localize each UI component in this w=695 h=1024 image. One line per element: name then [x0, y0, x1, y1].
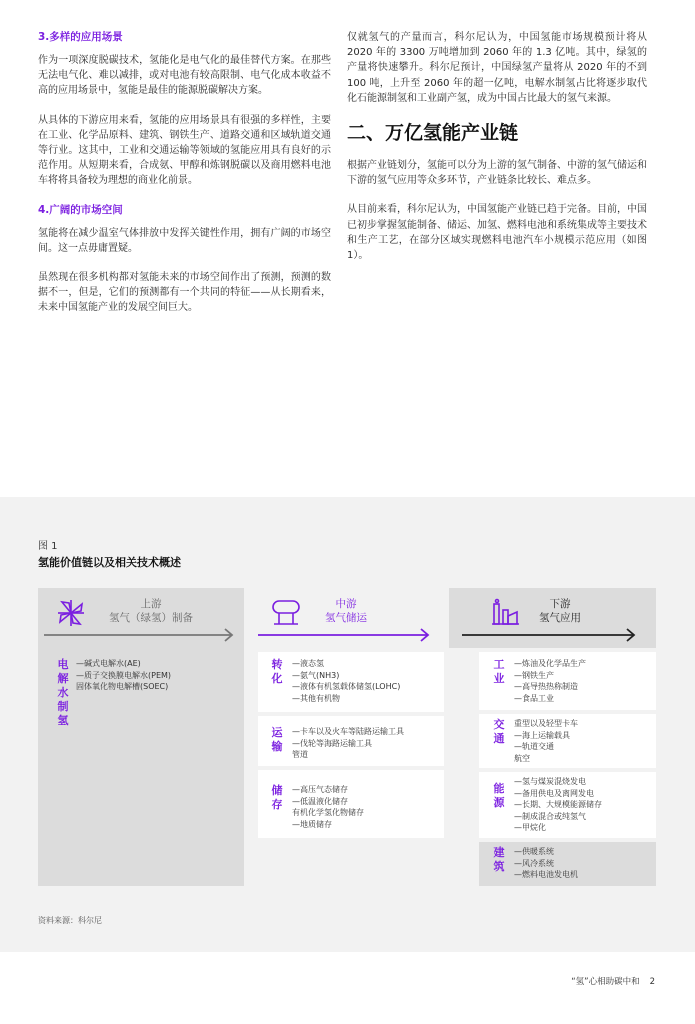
section-heading-applications: 3.多样的应用场景	[38, 31, 123, 43]
list-item: 固体氧化物电解槽(SOEC)	[76, 682, 169, 691]
chapter-heading: 二、万亿氢能产业链	[347, 122, 519, 145]
midstream-items	[292, 784, 364, 830]
list-item: —碱式电解水(AE)	[76, 659, 141, 668]
list-item: —氨气(NH3)	[292, 670, 340, 680]
figure-title: 氢能价值链以及相关技术概述	[38, 556, 181, 569]
list-item: —低温液化储存	[292, 796, 348, 806]
figure-label: 图 1	[38, 541, 58, 552]
midstream-category: 运输	[271, 726, 283, 753]
list-item: —炼油及化学品生产	[514, 659, 586, 668]
footer-title: “氢”心相助碳中和	[571, 977, 640, 987]
midstream-subtitle: 氢气储运	[325, 612, 367, 624]
paragraph: 从目前来看，科尔尼认为，中国氢能产业链已趋于完备。目前，中国已初步掌握氢能制备、储运、加氢、燃料电池和系统集成等主要技术和生产工艺，在部分区域实现燃料电池汽车小规模示范应用（如图 1）。	[347, 204, 647, 262]
paragraph: 虽然现在很多机构都对氢能未来的市场空间作出了预测，预测的数据不一，但是，它们的预测都有一个共同的特征——从长期看来，未来中国氢能产业的发展空间巨大。	[38, 272, 331, 314]
page-number: 2	[649, 977, 655, 987]
downstream-title: 下游	[549, 598, 571, 610]
upstream-arrow	[44, 628, 240, 642]
list-item: —液体有机氢载体储氢(LOHC)	[292, 682, 401, 691]
list-item: —高导热热称制造	[514, 682, 578, 691]
wind-turbine-icon	[56, 598, 86, 628]
midstream-items	[292, 726, 404, 761]
upstream-title: 上游	[140, 598, 162, 610]
page-footer	[571, 975, 655, 987]
downstream-arrow	[462, 628, 642, 642]
list-item: 重型以及轻型卡车	[514, 719, 578, 728]
list-item: —甲烷化	[514, 823, 546, 832]
midstream-category: 转化	[271, 658, 283, 685]
list-item: —其他有机物	[292, 693, 340, 703]
list-item: 航空	[514, 753, 530, 763]
list-item: —海上运输载具	[514, 730, 570, 740]
midstream-items	[292, 658, 400, 704]
figure-source: 资料来源：科尔尼	[38, 916, 102, 925]
factory-icon	[490, 598, 520, 628]
list-item: —质子交换膜电解水(PEM)	[76, 670, 172, 680]
paragraph: 氢能将在减少温室气体排放中发挥关键性作用，拥有广阔的市场空间。这一点毋庸置疑。	[38, 227, 331, 254]
list-item: —高压气态储存	[292, 785, 348, 794]
left-column	[38, 30, 331, 330]
midstream-arrow	[258, 628, 436, 642]
paragraph: 根据产业链划分，氢能可以分为上游的氢气制备、中游的氢气储运和下游的氢气应用等众多环节，产业链条比较长、难点多。	[347, 160, 647, 187]
list-item: —地质储存	[292, 819, 332, 829]
list-item: 有机化学氢化物储存	[292, 808, 364, 817]
list-item: —液态氢	[292, 659, 324, 668]
paragraph: 仅就氢气的产量而言，科尔尼认为，中国氢能市场规模预计将从 2020 年的 3300 万吨增加到 2060 年的 1.3 亿吨。其中，绿氢的产量将快速攀升。科尔尼预计，中国绿氢产量将从 2020 年的不到100 吨，上升至 2060 年的超一亿吨，电解水制氢占比将逐步取代化石能源制氢和工业副产氢，成为中国占比最大的氢气来源。	[347, 32, 647, 104]
list-item: —供暖系统	[514, 847, 554, 856]
midstream-category: 储存	[271, 784, 283, 811]
downstream-category: 能源	[493, 782, 505, 809]
list-item: —长期、大规模能源储存	[514, 800, 602, 809]
list-item: —制成混合或纯氢气	[514, 811, 586, 821]
right-column	[347, 30, 647, 277]
paragraph: 作为一项深度脱碳技术，氢能化是电气化的最佳替代方案。在那些无法电气化、难以减排，或对电池有较高限制、电气化成本收益不高的应用场景中，氢能是最佳的能源脱碳解决方案。	[38, 55, 331, 97]
list-item: —伐轮等海路运输工具	[292, 738, 372, 748]
storage-tank-icon	[270, 598, 302, 628]
downstream-items	[514, 718, 578, 764]
upstream-items	[76, 658, 171, 693]
upstream-category: 电解水制氢	[57, 658, 69, 727]
downstream-items	[514, 776, 602, 834]
list-item: —氢与煤炭混烧发电	[514, 777, 586, 786]
downstream-category: 工业	[493, 658, 505, 685]
list-item: —钢铁生产	[514, 670, 554, 680]
midstream-title: 中游	[335, 598, 357, 610]
list-item: —轨道交通	[514, 742, 554, 751]
list-item: —风冷系统	[514, 858, 554, 868]
list-item: —燃料电池发电机	[514, 870, 578, 879]
section-heading-market: 4.广阔的市场空间	[38, 203, 123, 216]
paragraph: 从具体的下游应用来看，氢能的应用场景具有很强的多样性，主要在工业、化学品原料、建筑、钢铁生产、道路交通和区域轨道交通等行业。这其中，工业和交通运输等领域的氢能应用具有良好的示范作用。从短期来看，合成氨、甲醇和炼钢脱碳以及商用燃料电池车将将具备较为理想的商业化前景。	[38, 114, 331, 187]
downstream-items	[514, 846, 578, 881]
list-item: —食品工业	[514, 693, 554, 703]
list-item: 管道	[292, 750, 308, 759]
list-item: —备用供电及离网发电	[514, 788, 594, 798]
upstream-subtitle: 氢气（绿氢）制备	[109, 612, 193, 624]
downstream-subtitle: 氢气应用	[539, 612, 581, 624]
downstream-items	[514, 658, 586, 704]
list-item: —卡车以及火车等陆路运输工具	[292, 727, 404, 736]
downstream-category: 交通	[493, 718, 505, 745]
downstream-category: 建筑	[493, 846, 505, 873]
